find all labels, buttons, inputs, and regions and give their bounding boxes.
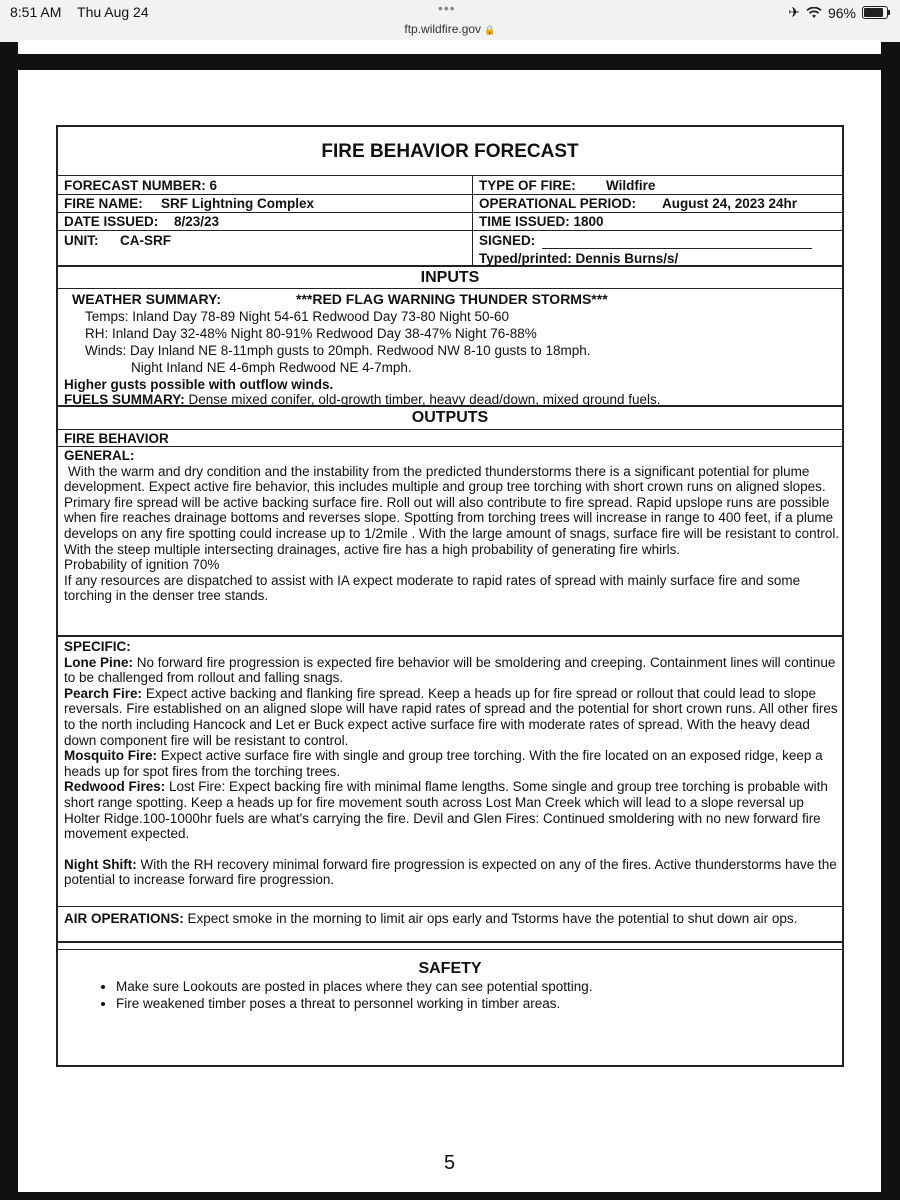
operational-period-label: OPERATIONAL PERIOD: (479, 196, 637, 211)
unit-value: CA-SRF (120, 233, 171, 248)
night-shift-label: Night Shift: (64, 856, 137, 872)
mosquito-label: Mosquito Fire: (64, 748, 157, 764)
pearch-text: Expect active backing and flanking fire spread. Keep a heads up for fire spread or rollout that could lead to slope reversals. Fire established on an aligned slope will have rapid rates of spread and the potential for short crown runs. All other fires to the north including Hancock and Let er Buck expect active surface fire with moderate rates of spread. With the heavy dead down component fire will be resistant to control. (64, 685, 838, 748)
specific-section (58, 637, 842, 907)
forecast-form (56, 125, 844, 1067)
general-text: With the warm and dry condition and the instability from the predicted thunderstorms there is a significant potential for plume development. Expect active fire behavior, this includes multiple and group tree torching with short crown runs on aligned slopes. Primary fire spread will be active backing surface fire. Roll out will also contribute to fire spread. Rapid upslope runs are possible when fire reaches drainage bottoms and reverses slope. Spotting from torching trees will increase in range to 400 feet, if a plume develops on any fire spotting could increase up to 1/2mile . With the large amount of snags, surface fire will be resistant to control. With the steep multiple intersecting drainages, active fire has a high probability of generating fire whirls. (64, 463, 840, 557)
air-operations-section (58, 907, 842, 943)
fuels-summary (64, 392, 661, 408)
safety-section (58, 960, 842, 1012)
unit-label: UNIT: (64, 233, 99, 248)
air-operations-text: Expect smoke in the morning to limit air ops early and Tstorms have the potential to shut down air ops. (187, 911, 798, 926)
general-label: GENERAL: (64, 448, 135, 463)
pearch-label: Pearch Fire: (64, 685, 143, 701)
operational-period-value: August 24, 2023 24hr (662, 196, 798, 211)
type-of-fire-label: TYPE OF FIRE: (479, 178, 576, 193)
forecast-number: FORECAST NUMBER: 6 (64, 178, 218, 193)
page-number: 5 (443, 1152, 456, 1174)
night-shift-text: With the RH recovery minimal forward fire progression is expected on any of the fires. Active thunderstorms have the potential to increase forward fire progression. (64, 856, 837, 888)
url-text: ftp.wildfire.gov (404, 22, 482, 36)
status-date: Thu Aug 24 (77, 4, 149, 20)
fire-name-value: SRF Lightning Complex (161, 196, 314, 211)
battery-icon (862, 6, 888, 19)
redwood-paragraph (64, 779, 840, 841)
redwood-label: Redwood Fires: (64, 779, 166, 795)
safety-list (58, 978, 842, 1012)
fire-name-label: FIRE NAME: (64, 196, 143, 211)
signature-line (542, 248, 812, 249)
safety-heading: SAFETY (418, 960, 482, 977)
general-section (58, 447, 842, 637)
fuels-summary-value: Dense mixed conifer, old-growth timber, heavy dead/down, mixed ground fuels. (188, 392, 661, 407)
battery-percent: 96% (827, 4, 856, 21)
previous-page-edge (18, 40, 881, 54)
lone-pine-text: No forward fire progression is expected fire behavior will be smoldering and creeping. Containment lines will continue to be challenged from rollout and falling snags. (64, 654, 836, 686)
outputs-heading: OUTPUTS (411, 409, 489, 426)
title-row (58, 127, 842, 176)
pearch-paragraph (64, 686, 840, 748)
air-operations-label: AIR OPERATIONS: (64, 911, 184, 926)
airplane-icon: ✈ (788, 4, 800, 20)
probability-of-ignition: Probability of ignition 70% (64, 557, 220, 573)
status-bar (0, 0, 900, 24)
date-issued-label: DATE ISSUED: (64, 214, 159, 229)
signed-label: SIGNED: (479, 233, 536, 248)
mosquito-paragraph (64, 748, 840, 779)
lock-icon: 🔒 (484, 25, 496, 35)
url-bar[interactable] (0, 22, 900, 42)
winds-line: Winds: Day Inland NE 8-11mph gusts to 20mph. Redwood NW 8-10 gusts to 18mph. (85, 343, 591, 358)
time-issued: TIME ISSUED: 1800 (479, 214, 604, 229)
temps-line: Temps: Inland Day 78-89 Night 54-61 Redwood Day 73-80 Night 50-60 (85, 309, 509, 324)
status-time: 8:51 AM (10, 4, 62, 20)
safety-item: • Make sure Lookouts are posted in places where they can see potential spotting. (116, 978, 842, 995)
multitask-dots-icon[interactable]: ••• (438, 0, 456, 16)
safety-item: • Fire weakened timber poses a threat to personnel working in timber areas. (116, 995, 842, 1012)
inputs-heading: INPUTS (420, 269, 480, 286)
date-issued-value: 8/23/23 (174, 214, 220, 229)
wifi-icon (806, 7, 822, 19)
document-page (18, 70, 881, 1192)
red-flag-warning: ***RED FLAG WARNING THUNDER STORMS*** (296, 291, 608, 307)
winds-night-line: Night Inland NE 4-6mph Redwood NE 4-7mph. (131, 360, 412, 375)
specific-label: SPECIFIC: (64, 639, 131, 654)
doc-title: FIRE BEHAVIOR FORECAST (321, 141, 579, 162)
typed-printed: Typed/printed: Dennis Burns/s/ (479, 251, 679, 266)
weather-summary-label: WEATHER SUMMARY: (72, 291, 222, 307)
night-shift-paragraph (64, 857, 840, 888)
fuels-summary-label: FUELS SUMMARY: (64, 392, 185, 407)
higher-gusts: Higher gusts possible with outflow winds. (64, 377, 334, 392)
fire-behavior-label: FIRE BEHAVIOR (64, 431, 169, 446)
mosquito-text: Expect active surface fire with single and group tree torching. With the fire located on an exposed ridge, keep a heads up for spot fires from the torching trees. (64, 748, 823, 779)
type-of-fire-value: Wildfire (606, 178, 656, 193)
ia-text: If any resources are dispatched to assist with IA expect moderate to rapid rates of spread with mainly surface fire and some torching in the denser tree stands. (64, 572, 801, 604)
lone-pine-label: Lone Pine: (64, 654, 134, 670)
rh-line: RH: Inland Day 32-48% Night 80-91% Redwood Day 38-47% Night 76-88% (85, 326, 537, 341)
lone-pine-paragraph (64, 655, 840, 686)
redwood-text: Lost Fire: Expect backing fire with minimal flame lengths. Some single and group tree torching is probable with short range spotting. Keep a heads up for fire movement south across Lost Man Creek which will lead to a slope reversal up Holter Ridge.100-1000hr fuels are what's carrying the fire. Devil and Glen Fires: Continued smoldering with no new forward fire movement expected. (64, 779, 828, 842)
inputs-section (58, 289, 842, 407)
